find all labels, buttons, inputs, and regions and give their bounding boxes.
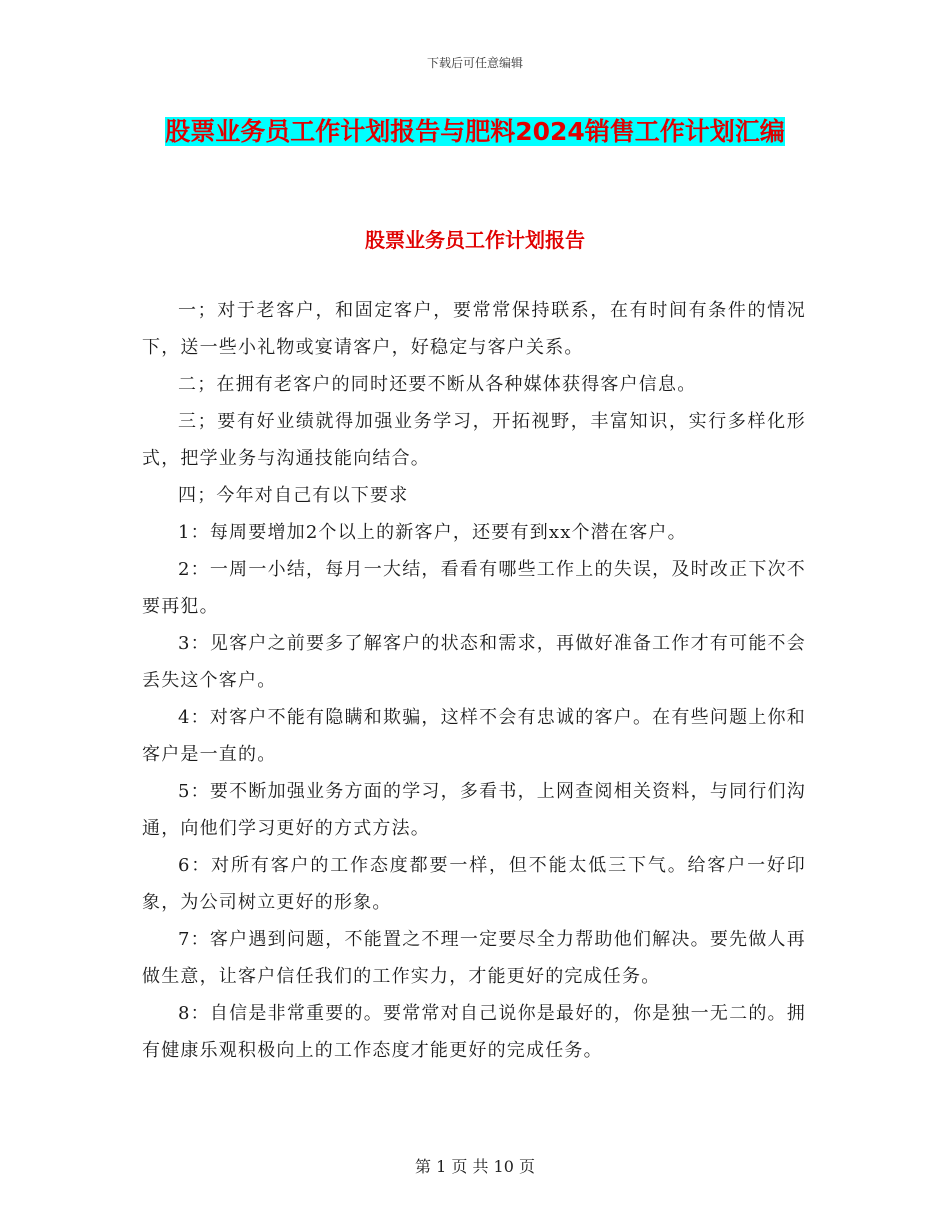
paragraph: 4：对客户不能有隐瞒和欺骗，这样不会有忠诚的客户。在有些问题上你和客户是一直的。 [142,707,806,765]
paragraph: 7：客户遇到问题，不能置之不理一定要尽全力帮助他们解决。要先做人再做生意，让客户信任我们的工作实力，才能更好的完成任务。 [142,929,806,987]
header-note: 下载后可任意编辑 [426,56,523,70]
paragraph: 8：自信是非常重要的。要常常对自己说你是最好的，你是独一无二的。拥有健康乐观积极向上的工作态度才能更好的完成任务。 [142,1003,806,1061]
document-title-text: 股票业务员工作计划报告与肥料2024销售工作计划汇编 [165,117,785,146]
document-title [140,112,810,152]
paragraph: 一；对于老客户，和固定客户，要常常保持联系，在有时间有条件的情况下，送一些小礼物或宴请客户，好稳定与客户关系。 [142,300,806,358]
paragraph: 2：一周一小结，每月一大结，看看有哪些工作上的失误，及时改正下次不要再犯。 [142,559,806,617]
paragraph: 三；要有好业绩就得加强业务学习，开拓视野，丰富知识，实行多样化形式，把学业务与沟通技能向结合。 [142,411,806,469]
paragraph: 二；在拥有老客户的同时还要不断从各种媒体获得客户信息。 [178,374,697,395]
page-footer: 第 1 页 共 10 页 [415,1157,535,1176]
document-body [142,292,806,1069]
paragraph: 5：要不断加强业务方面的学习，多看书，上网查阅相关资料，与同行们沟通，向他们学习更好的方式方法。 [142,781,806,839]
paragraph: 6：对所有客户的工作态度都要一样，但不能太低三下气。给客户一好印象，为公司树立更好的形象。 [142,855,806,913]
section-title: 股票业务员工作计划报告 [365,228,585,252]
paragraph: 1：每周要增加2个以上的新客户，还要有到xx个潜在客户。 [178,522,687,543]
paragraph: 四；今年对自己有以下要求 [178,485,409,506]
paragraph: 3：见客户之前要多了解客户的状态和需求，再做好准备工作才有可能不会丢失这个客户。 [142,633,806,691]
